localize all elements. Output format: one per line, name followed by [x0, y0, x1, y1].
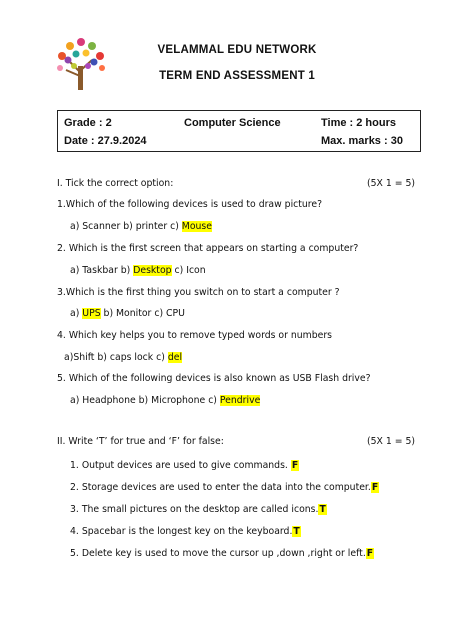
- max-marks-label: Max. marks : 30: [321, 135, 403, 147]
- org-title: VELAMMAL EDU NETWORK: [157, 44, 317, 56]
- answer-4-highlight: del: [167, 352, 183, 363]
- question-1: 1.Which of the following devices is used to draw picture?: [57, 199, 323, 210]
- answer-3: [70, 308, 185, 320]
- answer-2-highlight: Desktop: [133, 265, 172, 276]
- answer-2-rest: c) Icon: [171, 265, 206, 276]
- tf-item-2-answer: F: [371, 482, 379, 493]
- answer-5-highlight: Pendrive: [219, 395, 261, 406]
- tf-item-5-answer: F: [366, 548, 374, 559]
- answer-2-options: a) Taskbar b): [70, 265, 134, 276]
- answer-3-rest: b) Monitor c) CPU: [100, 308, 185, 319]
- answer-4-options: a)Shift b) caps lock c): [64, 352, 168, 363]
- answer-4: [64, 352, 182, 364]
- question-2: 2. Which is the first screen that appears on starting a computer?: [57, 243, 359, 254]
- tf-item-4-answer: T: [293, 526, 300, 537]
- tf-item-4: [70, 526, 301, 538]
- tf-item-5: [70, 548, 374, 560]
- tf-item-3-answer: T: [319, 504, 326, 515]
- subject-label: Computer Science: [184, 117, 281, 129]
- section2-marks: (5X 1 = 5): [367, 436, 416, 447]
- tf-item-1: [70, 460, 299, 472]
- time-label: Time : 2 hours: [321, 117, 396, 129]
- exam-info-box: [57, 110, 421, 152]
- tf-item-2: [70, 482, 379, 494]
- tf-item-5-text: 5. Delete key is used to move the cursor up ,down ,right or left.: [70, 548, 366, 559]
- tf-item-1-answer: F: [291, 460, 299, 471]
- answer-5: [70, 395, 260, 407]
- assessment-title: TERM END ASSESSMENT 1: [159, 70, 315, 82]
- answer-3-options: a): [70, 308, 83, 319]
- date-label: Date : 27.9.2024: [64, 135, 147, 147]
- grade-label: Grade : 2: [64, 117, 112, 129]
- answer-3-highlight: UPS: [82, 308, 101, 319]
- section1-heading: I. Tick the correct option:: [57, 178, 174, 189]
- answer-2: [70, 265, 206, 277]
- section2-heading: II. Write ‘T’ for true and ‘F’ for false:: [57, 436, 224, 447]
- section1-marks: (5X 1 = 5): [367, 178, 416, 189]
- answer-1-options: a) Scanner b) printer c): [70, 221, 182, 232]
- tf-item-1-text: 1. Output devices are used to give commands.: [70, 460, 291, 471]
- tf-item-4-text: 4. Spacebar is the longest key on the keyboard.: [70, 526, 293, 537]
- question-3: 3.Which is the first thing you switch on to start a computer ?: [57, 287, 340, 298]
- answer-1-highlight: Mouse: [181, 221, 212, 232]
- question-4: 4. Which key helps you to remove typed words or numbers: [57, 330, 333, 341]
- tf-item-2-text: 2. Storage devices are used to enter the data into the computer.: [70, 482, 371, 493]
- answer-1: [70, 221, 212, 233]
- tf-item-3: [70, 504, 327, 516]
- tf-item-3-text: 3. The small pictures on the desktop are called icons.: [70, 504, 319, 515]
- answer-5-options: a) Headphone b) Microphone c): [70, 395, 220, 406]
- question-5: 5. Which of the following devices is also known as USB Flash drive?: [57, 373, 371, 384]
